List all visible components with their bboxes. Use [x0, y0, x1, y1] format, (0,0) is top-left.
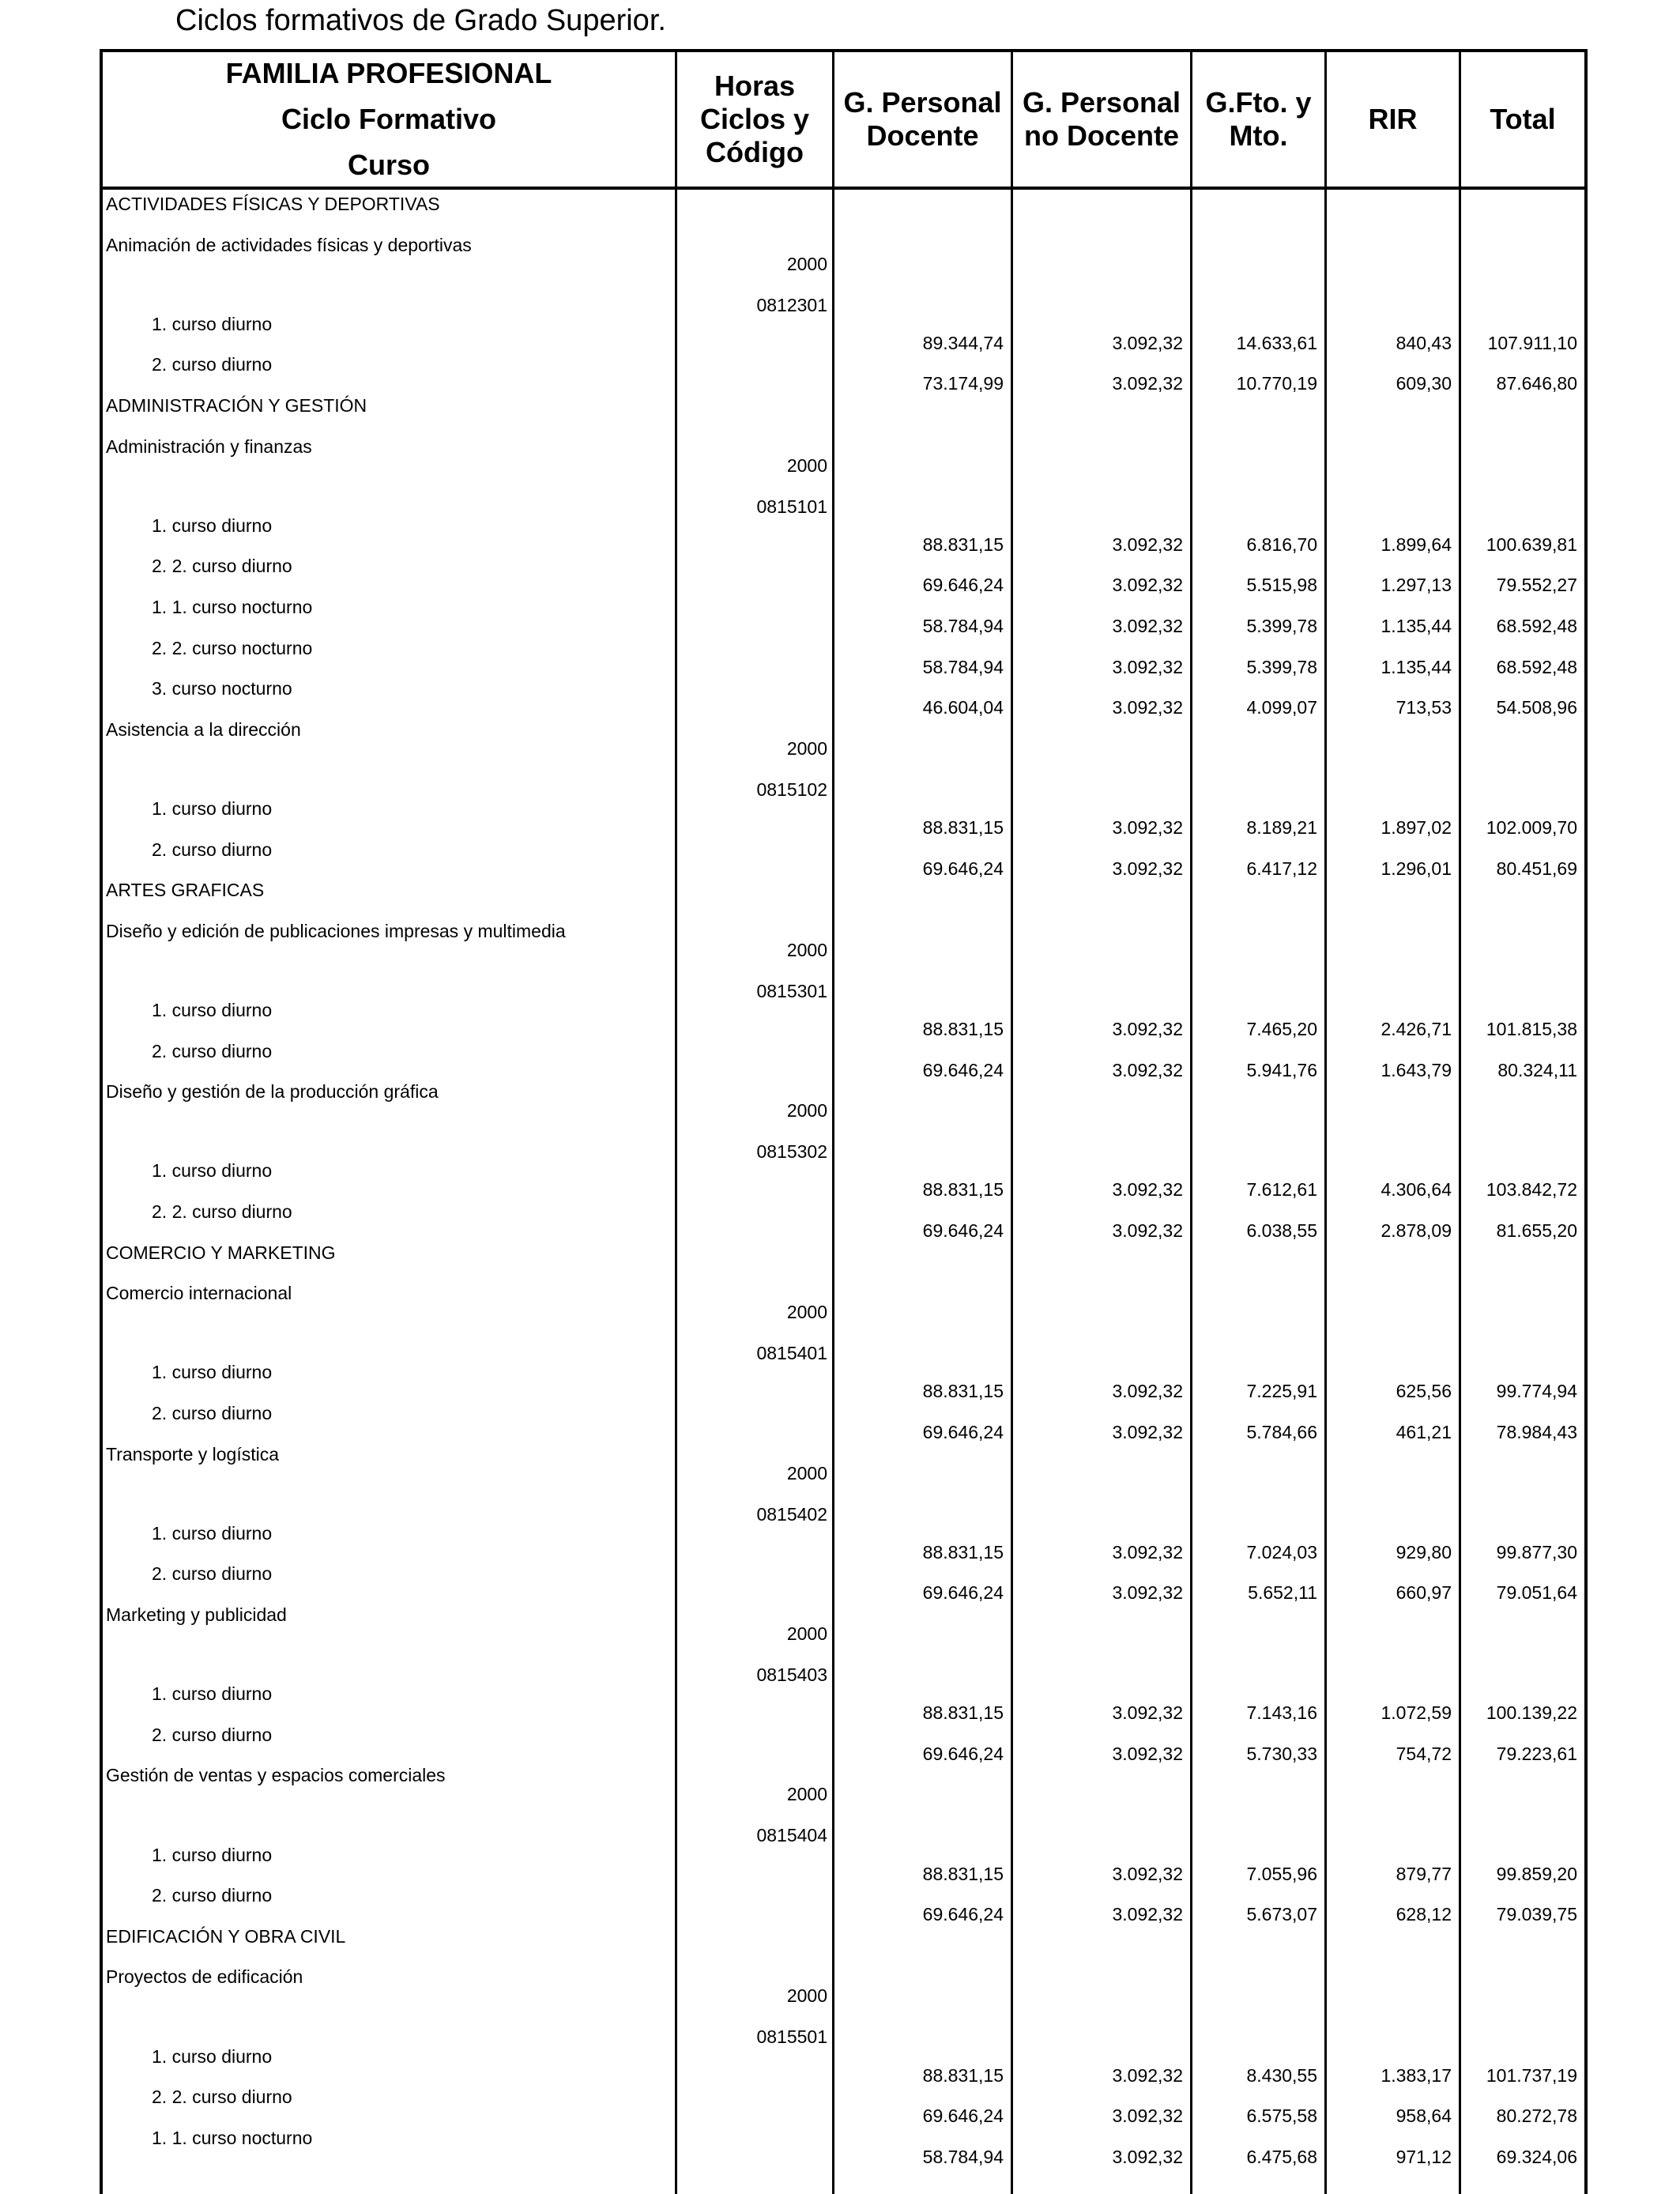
header-rir-label: RIR — [1368, 103, 1418, 135]
value-personal-no-docente: 3.092,32 — [1112, 1904, 1183, 1925]
value-rir: 1.897,02 — [1381, 817, 1452, 838]
value-total: 102.009,70 — [1486, 817, 1577, 838]
course-label: 1. 1. curso nocturno — [152, 2127, 313, 2148]
value-personal-no-docente: 3.092,32 — [1112, 1743, 1183, 1764]
cycle-label: Marketing y publicidad — [106, 1604, 287, 1625]
value-personal-docente: 69.646,24 — [922, 1059, 1004, 1080]
value-rir: 1.135,44 — [1381, 616, 1452, 636]
header-ciclos-label: Ciclos y — [699, 103, 810, 135]
value-total: 80.272,78 — [1496, 2105, 1577, 2127]
value-rir: 713,53 — [1396, 697, 1452, 718]
value-funcionamiento: 5.673,07 — [1246, 1904, 1317, 1925]
value-total: 101.815,38 — [1486, 1019, 1577, 1039]
value-personal-no-docente: 3.092,32 — [1112, 1702, 1183, 1724]
course-label: 1. curso diurno — [152, 798, 273, 819]
header-personal-docente — [834, 52, 1011, 187]
cycle-hours: 2000 — [786, 454, 827, 476]
value-personal-no-docente: 3.092,32 — [1112, 373, 1183, 394]
cycle-label: Comercio internacional — [106, 1283, 292, 1304]
value-personal-no-docente: 3.092,32 — [1112, 656, 1183, 677]
value-personal-no-docente: 3.092,32 — [1112, 533, 1183, 555]
value-personal-docente: 73.174,99 — [922, 373, 1004, 394]
value-personal-no-docente: 3.092,32 — [1112, 697, 1183, 718]
value-rir: 971,12 — [1396, 2146, 1452, 2167]
value-personal-no-docente: 3.092,32 — [1112, 1582, 1183, 1604]
value-personal-docente: 69.646,24 — [922, 858, 1004, 879]
course-label: 2. curso diurno — [152, 1563, 273, 1585]
value-funcionamiento: 7.225,91 — [1246, 1381, 1317, 1402]
cycle-hours: 2000 — [786, 939, 827, 960]
value-personal-docente: 58.784,94 — [922, 616, 1004, 636]
course-label: 1. curso diurno — [152, 1683, 273, 1705]
cycle-label: Transporte y logística — [106, 1443, 280, 1465]
value-personal-no-docente: 3.092,32 — [1112, 616, 1183, 636]
value-personal-no-docente: 3.092,32 — [1112, 1179, 1183, 1201]
value-personal-no-docente: 3.092,32 — [1112, 2146, 1183, 2167]
value-rir: 1.643,79 — [1381, 1059, 1452, 1080]
value-rir: 625,56 — [1396, 1381, 1452, 1402]
value-rir: 879,77 — [1396, 1863, 1452, 1884]
header-gpersonal2-label: G. Personal — [1022, 86, 1181, 119]
course-label: 1. curso diurno — [152, 313, 273, 334]
course-label: 2. curso diurno — [152, 1403, 273, 1423]
value-personal-no-docente: 3.092,32 — [1112, 1422, 1183, 1442]
value-funcionamiento: 6.816,70 — [1246, 533, 1317, 555]
family-label: COMERCIO Y MARKETING — [106, 1242, 336, 1263]
value-total: 78.984,43 — [1496, 1422, 1577, 1442]
value-personal-no-docente: 3.092,32 — [1112, 1381, 1183, 1402]
value-rir: 609,30 — [1396, 373, 1452, 394]
course-label: 1. 1. curso nocturno — [152, 597, 313, 617]
header-personal-no-docente — [1013, 52, 1190, 187]
header-ciclo-label: Ciclo Formativo — [281, 103, 497, 135]
value-personal-docente: 88.831,15 — [922, 1702, 1004, 1724]
value-total: 100.139,22 — [1486, 1702, 1577, 1724]
value-funcionamiento: 5.784,66 — [1246, 1422, 1317, 1442]
header-mto-label: Mto. — [1229, 119, 1288, 152]
header-gpersonal-label: G. Personal — [843, 86, 1002, 119]
value-rir: 2.426,71 — [1381, 1019, 1452, 1039]
value-rir: 1.296,01 — [1381, 858, 1452, 879]
column-divider — [1459, 52, 1461, 2194]
course-label: 2. curso diurno — [152, 1040, 273, 1061]
value-personal-docente: 69.646,24 — [922, 2105, 1004, 2127]
value-total: 107.911,10 — [1487, 332, 1577, 353]
value-total: 80.324,11 — [1497, 1059, 1577, 1080]
value-rir: 461,21 — [1396, 1422, 1452, 1442]
value-personal-docente: 89.344,74 — [922, 332, 1004, 353]
value-total: 100.639,81 — [1486, 533, 1577, 555]
value-personal-docente: 69.646,24 — [922, 1582, 1004, 1604]
value-funcionamiento: 8.430,55 — [1246, 2064, 1317, 2086]
value-rir: 2.878,09 — [1381, 1220, 1452, 1241]
value-funcionamiento: 7.143,16 — [1246, 1702, 1317, 1724]
value-personal-no-docente: 3.092,32 — [1112, 1863, 1183, 1884]
cycle-label: Diseño y edición de publicaciones impresas y multimedia — [106, 920, 566, 941]
value-funcionamiento: 7.465,20 — [1246, 1019, 1317, 1039]
value-total: 81.655,20 — [1496, 1220, 1577, 1241]
value-total: 79.223,61 — [1496, 1743, 1577, 1764]
course-label: 2. curso diurno — [152, 839, 273, 860]
cycle-code: 0815301 — [756, 980, 827, 1001]
value-personal-docente: 58.784,94 — [922, 656, 1004, 677]
value-personal-docente: 69.646,24 — [922, 1904, 1004, 1925]
cycle-code: 0812301 — [756, 294, 827, 315]
value-rir: 1.899,64 — [1381, 533, 1452, 555]
value-personal-no-docente: 3.092,32 — [1112, 1541, 1183, 1563]
value-total: 79.051,64 — [1496, 1582, 1577, 1604]
family-label: ACTIVIDADES FÍSICAS Y DEPORTIVAS — [106, 194, 440, 214]
value-funcionamiento: 6.575,58 — [1246, 2105, 1317, 2127]
cycle-hours: 2000 — [786, 1623, 827, 1644]
course-label: 1. curso diurno — [152, 1362, 273, 1383]
cycle-code: 0815403 — [756, 1664, 827, 1685]
value-personal-no-docente: 3.092,32 — [1112, 817, 1183, 838]
value-funcionamiento: 5.941,76 — [1246, 1059, 1317, 1080]
value-personal-docente: 69.646,24 — [922, 575, 1004, 596]
value-funcionamiento: 4.099,07 — [1246, 697, 1317, 718]
course-label: 2. curso diurno — [152, 1885, 273, 1906]
value-rir: 754,72 — [1396, 1743, 1452, 1764]
cycle-hours: 2000 — [786, 253, 827, 274]
header-codigo-label: Código — [706, 136, 804, 168]
course-label: 2. curso diurno — [152, 1724, 273, 1745]
cycle-code: 0815404 — [756, 1825, 827, 1846]
value-personal-docente: 58.784,94 — [922, 2146, 1004, 2167]
cycle-hours: 2000 — [786, 1784, 827, 1805]
value-rir: 1.297,13 — [1381, 575, 1452, 596]
course-label: 2. 2. curso diurno — [152, 1201, 292, 1222]
cycle-code: 0815501 — [756, 2026, 827, 2048]
cycle-code: 0815102 — [756, 778, 827, 800]
column-divider — [1011, 52, 1013, 2194]
cycle-hours: 2000 — [786, 1985, 827, 2007]
cycle-hours: 2000 — [786, 1462, 827, 1483]
value-rir: 958,64 — [1396, 2105, 1452, 2127]
value-funcionamiento: 5.399,78 — [1246, 616, 1317, 636]
header-total-label: Total — [1490, 103, 1556, 135]
value-personal-no-docente: 3.092,32 — [1112, 2105, 1183, 2127]
value-total: 99.859,20 — [1496, 1863, 1577, 1884]
value-rir: 660,97 — [1396, 1582, 1452, 1604]
value-personal-docente: 69.646,24 — [922, 1220, 1004, 1241]
value-total: 79.039,75 — [1496, 1904, 1577, 1925]
course-label: 2. 2. curso diurno — [152, 2087, 292, 2108]
value-funcionamiento: 5.730,33 — [1246, 1743, 1317, 1764]
header-total — [1461, 52, 1584, 187]
value-personal-no-docente: 3.092,32 — [1112, 1019, 1183, 1039]
value-total: 103.842,72 — [1486, 1179, 1577, 1201]
value-personal-no-docente: 3.092,32 — [1112, 1220, 1183, 1241]
value-total: 68.592,48 — [1496, 656, 1577, 677]
budget-table — [100, 49, 1588, 2194]
value-total: 80.451,69 — [1496, 858, 1577, 879]
family-label: ARTES GRAFICAS — [106, 880, 265, 901]
course-label: 3. curso nocturno — [152, 678, 292, 699]
course-label: 1. curso diurno — [152, 2045, 273, 2067]
value-rir: 4.306,64 — [1381, 1179, 1452, 1201]
column-divider — [1190, 52, 1192, 2194]
value-funcionamiento: 6.038,55 — [1246, 1220, 1317, 1241]
value-personal-no-docente: 3.092,32 — [1112, 332, 1183, 353]
value-funcionamiento: 5.399,78 — [1246, 656, 1317, 677]
cycle-hours: 2000 — [786, 1100, 827, 1122]
value-funcionamiento: 7.612,61 — [1246, 1179, 1317, 1201]
table-header — [103, 52, 1584, 190]
course-label: 1. curso diurno — [152, 1000, 273, 1020]
value-total: 99.877,30 — [1496, 1541, 1577, 1563]
cycle-label: Animación de actividades físicas y deportivas — [106, 234, 472, 255]
cycle-code: 0815101 — [756, 496, 827, 517]
value-personal-docente: 69.646,24 — [922, 1743, 1004, 1764]
column-divider — [832, 52, 834, 2194]
course-label: 1. curso diurno — [152, 1522, 273, 1544]
value-personal-no-docente: 3.092,32 — [1112, 2064, 1183, 2086]
header-curso-label: Curso — [347, 149, 430, 181]
value-funcionamiento: 10.770,19 — [1236, 373, 1317, 394]
column-divider — [1324, 52, 1327, 2194]
value-total: 69.324,06 — [1496, 2146, 1577, 2167]
value-personal-no-docente: 3.092,32 — [1112, 1059, 1183, 1080]
value-funcionamiento: 5.515,98 — [1246, 575, 1317, 596]
value-funcionamiento: 14.633,61 — [1236, 332, 1317, 353]
value-personal-docente: 88.831,15 — [922, 1541, 1004, 1563]
cycle-code: 0815302 — [756, 1141, 827, 1163]
value-personal-docente: 88.831,15 — [922, 817, 1004, 838]
value-rir: 1.072,59 — [1381, 1702, 1452, 1724]
value-total: 87.646,80 — [1496, 373, 1577, 394]
column-divider — [675, 52, 677, 2194]
value-personal-docente: 88.831,15 — [922, 1019, 1004, 1039]
cycle-code: 0815401 — [756, 1343, 827, 1364]
cycle-label: Asistencia a la dirección — [106, 718, 301, 740]
value-total: 79.552,27 — [1496, 575, 1577, 596]
value-rir: 929,80 — [1396, 1541, 1452, 1563]
value-personal-no-docente: 3.092,32 — [1112, 858, 1183, 879]
header-horas-label: Horas — [714, 70, 796, 102]
value-rir: 1.135,44 — [1381, 656, 1452, 677]
value-funcionamiento: 6.475,68 — [1246, 2146, 1317, 2167]
header-no-docente-label: no Docente — [1023, 119, 1179, 152]
cycle-label: Diseño y gestión de la producción gráfica — [106, 1081, 439, 1103]
value-total: 68.592,48 — [1496, 616, 1577, 636]
value-personal-docente: 88.831,15 — [922, 1863, 1004, 1884]
course-label: 2. curso diurno — [152, 354, 273, 375]
header-rir — [1327, 52, 1459, 187]
value-funcionamiento: 7.055,96 — [1246, 1863, 1317, 1884]
header-gfto-label: G.Fto. y — [1205, 86, 1312, 119]
value-total: 54.508,96 — [1496, 697, 1577, 718]
cycle-label: Proyectos de edificación — [106, 1966, 303, 1988]
value-personal-docente: 88.831,15 — [922, 2064, 1004, 2086]
cycle-label: Administración y finanzas — [106, 435, 312, 457]
value-funcionamiento: 5.652,11 — [1248, 1582, 1317, 1604]
value-total: 99.774,94 — [1496, 1381, 1577, 1402]
header-funcionamiento — [1192, 52, 1324, 187]
course-label: 2. 2. curso diurno — [152, 556, 292, 577]
value-rir: 840,43 — [1396, 332, 1452, 353]
header-familia-label: FAMILIA PROFESIONAL — [225, 57, 552, 89]
header-horas-codigo — [677, 52, 832, 187]
value-personal-no-docente: 3.092,32 — [1112, 575, 1183, 596]
header-familia-ciclo-curso — [103, 52, 675, 187]
value-personal-docente: 88.831,15 — [922, 533, 1004, 555]
value-funcionamiento: 8.189,21 — [1246, 817, 1317, 838]
cycle-label: Gestión de ventas y espacios comerciales — [106, 1765, 446, 1786]
value-total: 101.737,19 — [1486, 2064, 1577, 2086]
value-rir: 1.383,17 — [1381, 2064, 1452, 2086]
family-label: EDIFICACIÓN Y OBRA CIVIL — [106, 1925, 346, 1947]
value-personal-docente: 69.646,24 — [922, 1422, 1004, 1442]
course-label: 1. curso diurno — [152, 1160, 273, 1182]
cycle-hours: 2000 — [786, 1302, 827, 1323]
value-personal-docente: 46.604,04 — [922, 697, 1004, 718]
value-funcionamiento: 7.024,03 — [1246, 1541, 1317, 1563]
cycle-hours: 2000 — [786, 737, 827, 759]
header-docente-label: Docente — [866, 119, 979, 152]
page-title: Ciclos formativos de Grado Superior. — [175, 4, 666, 37]
value-rir: 628,12 — [1396, 1904, 1452, 1925]
value-personal-docente: 88.831,15 — [922, 1179, 1004, 1201]
family-label: ADMINISTRACIÓN Y GESTIÓN — [106, 395, 367, 416]
value-funcionamiento: 6.417,12 — [1246, 858, 1317, 879]
value-personal-docente: 88.831,15 — [922, 1381, 1004, 1402]
course-label: 1. curso diurno — [152, 515, 273, 536]
course-label: 1. curso diurno — [152, 1844, 273, 1865]
course-label: 2. 2. curso nocturno — [152, 637, 313, 658]
cycle-code: 0815402 — [756, 1503, 827, 1525]
